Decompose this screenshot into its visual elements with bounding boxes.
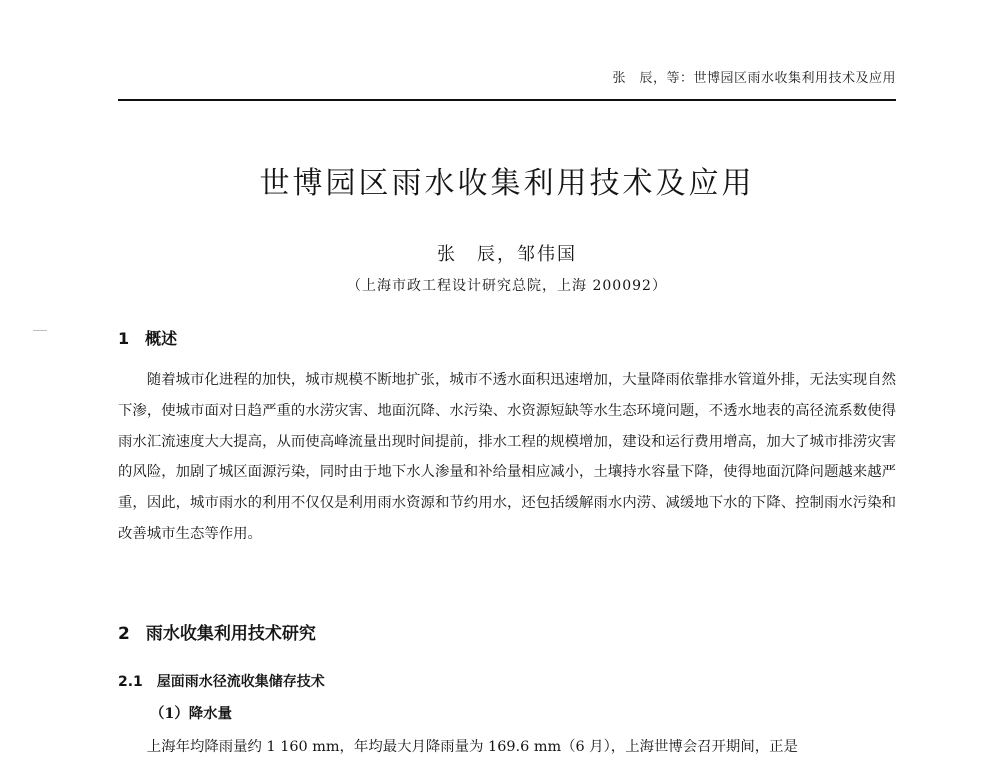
paper-title: 世博园区雨水收集利用技术及应用 — [259, 166, 755, 201]
header-rule — [118, 99, 896, 101]
section-1-heading — [118, 328, 177, 350]
section-1-paragraph: 随着城市化进程的加快，城市规模不断地扩张，城市不透水面积迅速增加，大量降雨依靠排水管道外排，无法实现自然下渗，使城市面对日趋严重的水涝灾害、地面沉降、水污染、水资源短缺等水生态环境问题，不透水地表的高径流系数使得雨水汇流速度大大提高，从而使高峰流量出现时间提前，排水工程的规模增加，建设和运行费用增高，加大了城市排涝灾害的风险，加剧了城区面源污染，同时由于地下水人渗量和补给量相应减小，土壤持水容量下降，使得地面沉降问题越来越严重，因此，城市雨水的利用不仅仅是利用雨水资源和节约用水，还包括缓解雨水内涝、减缓地下水的下降、控制雨水污染和改善城市生态等作用。 — [118, 372, 896, 542]
subsection-2-1-number: 2.1 — [118, 674, 143, 690]
section-2-number: 2 — [118, 624, 130, 644]
section-2-title: 雨水收集利用技术研究 — [145, 624, 316, 644]
subsection-2-1-paragraph: 上海年均降雨量约 1 160 mm，年均最大月降雨量为 169.6 mm（6 月），上海世博会召开期间，正是 — [146, 739, 798, 755]
section-1-title: 概述 — [145, 329, 178, 348]
affiliation: （上海市政工程设计研究总院，上海 200092） — [347, 278, 667, 294]
item-label-precipitation: （1）降水量 — [150, 705, 232, 722]
subsection-2-1-heading — [118, 672, 325, 692]
subsection-2-1-title: 屋面雨水径流收集储存技术 — [156, 674, 325, 690]
section-2-heading — [118, 622, 316, 646]
authors: 张 辰，邹伟国 — [437, 244, 577, 265]
running-header: 张 辰，等：世博园区雨水收集利用技术及应用 — [612, 71, 896, 86]
section-1-number: 1 — [118, 329, 130, 348]
margin-mark — [33, 330, 47, 331]
